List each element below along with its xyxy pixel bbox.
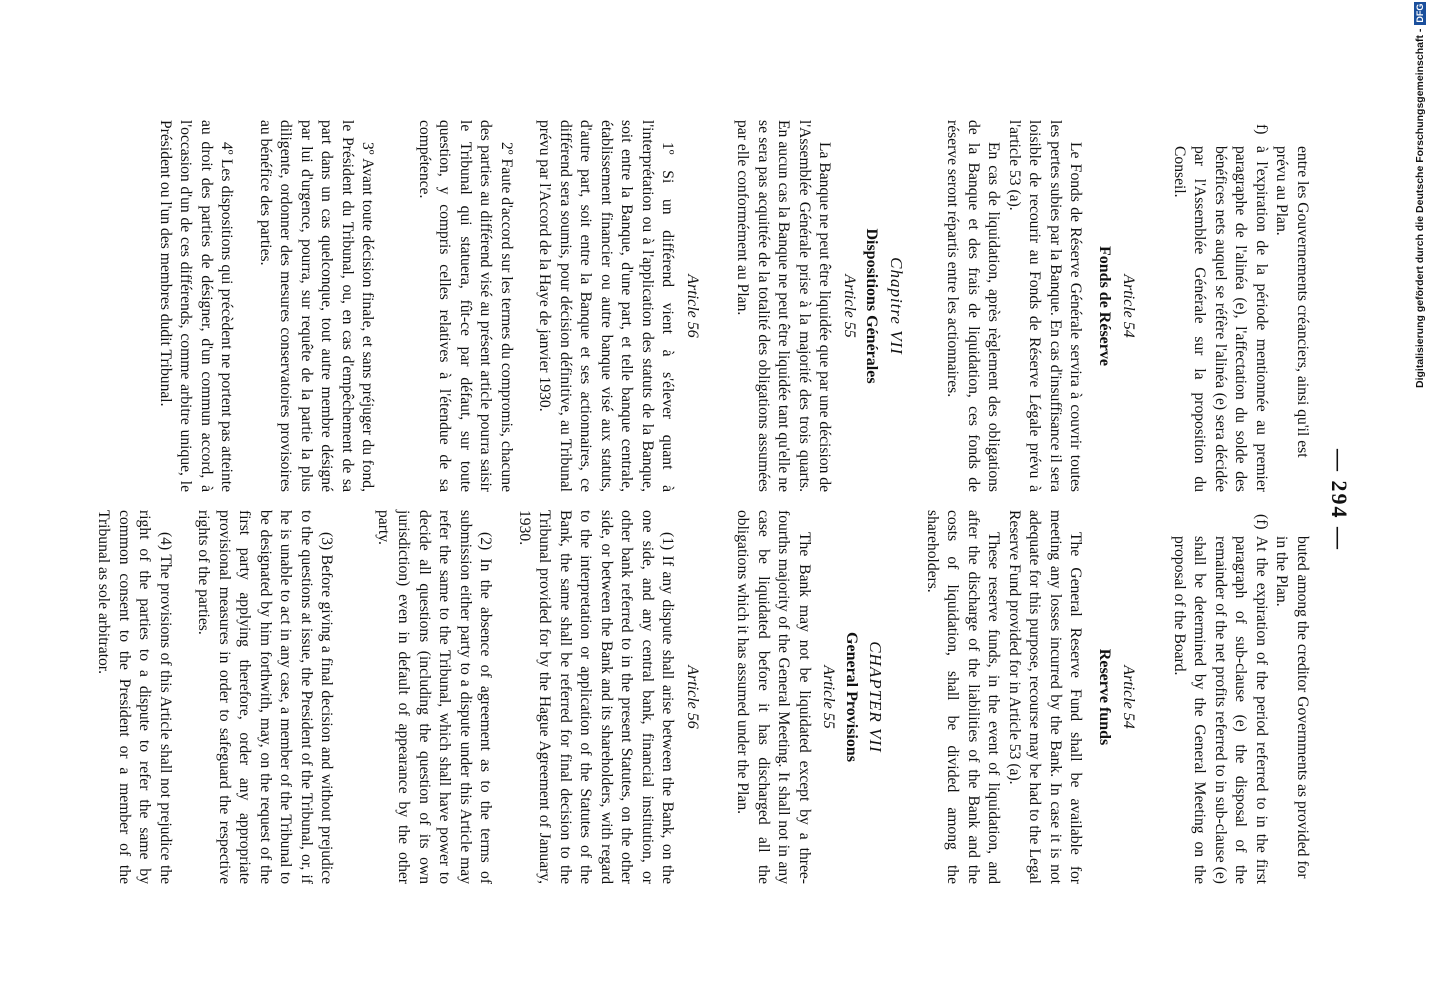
digitization-credit xyxy=(1412,3,1428,388)
clause-text: At the expiration of the period referred to in the first paragraph of sub-clause (e) the disposal of the remainder of the net profits referred to in sub-clause (e) shall be determined by the General Meeting on the proposal of the Board. xyxy=(1171,536,1270,884)
english-clause-f xyxy=(1169,510,1272,884)
english-article-56-paragraph: (2) In the absence of agreement as to the terms of submission either party to a dispute under this Article may refer the same to the Tribunal, which shall have power to decide all questions (including the question of its own jurisdiction) even in default of appearance by the other party. xyxy=(375,510,495,884)
french-article-56-paragraph: 4º Les dispositions qui précèdent ne portent pas atteinte au droit des parties de désigner, d'un commun accord, à l'occasion d'un de ces différends, comme arbitre unique, le Président ou l'un des membres dudit Tribunal. xyxy=(157,120,236,492)
french-chapter-heading: Dispositions Générales xyxy=(863,228,881,384)
english-article-54-paragraph: These reserve funds, in the event of liquidation, and after the discharge of the liabilities of the Bank and the costs of liquidation, shall be divided among the shareholders. xyxy=(924,510,1003,884)
english-article-55-paragraph: The Bank may not be liquidated except by a three-fourths majority of the General Meeting. It shall not in any case be liquidated before it has discharged all the obligations which it has assumed under the Plan. xyxy=(734,510,813,884)
french-chapter-title: Chapitre VII xyxy=(887,257,906,355)
english-continuation: buted among the creditor Governments as provided for in the Plan. xyxy=(1273,536,1311,879)
french-article-54-title: Article 54 xyxy=(1120,274,1138,338)
english-article-56-paragraph: (4) The provisions of this Article shall not prejudice the right of the parties to a dispute to refer the same by common consent to the President or a member of the Tribunal as sole arbitrator. xyxy=(95,510,174,884)
french-article-56-paragraph: 2º Faute d'accord sur les termes du compromis, chacune des parties au différend visé au présent article pourra saisir le Tribunal qui statuera, fût-ce par défaut, sur toute question, y compris celles relatives à l'étendue de sa compétence. xyxy=(416,120,515,492)
clause-text: à l'expiration de la période mentionnée au premier paragraphe de l'alinéa (e), l'affectation du solde des bénéfices nets auquel se réfère l'alinéa (e) sera décidée par l'Assemblée Générale sur la proposition du Conseil. xyxy=(1171,146,1270,492)
dfg-logo: DFG xyxy=(1415,3,1425,23)
clause-marker: f) xyxy=(1253,124,1270,135)
french-article-54-paragraph: En cas de liquidation, après règlement des obligations de la Banque et des frais de liquidation, ces fonds de réserve seront répartis entre les actionnaires. xyxy=(944,120,1003,492)
french-clause-f xyxy=(1169,120,1272,492)
french-article-56-title: Article 56 xyxy=(684,274,701,338)
french-column xyxy=(155,120,1313,492)
english-chapter-title: CHAPTER VII xyxy=(866,641,886,753)
english-article-54-heading: Reserve funds xyxy=(1096,648,1113,746)
english-chapter-heading: General Provisions xyxy=(843,632,860,762)
french-article-55-title: Article 55 xyxy=(841,274,858,338)
english-article-54-title: Article 54 xyxy=(1120,665,1138,729)
french-article-56-paragraph: 3º Avant toute décision finale, et sans préjuger du fond, le Président du Tribunal, ou, en cas d'empêchement de sa part dans un cas quelconque, tout autre membre désigné par lui d'urgence, pourra, sur requête de la partie la plus diligente, ordonner des mesures conservatoires provisoires au bénéfice des parties. xyxy=(257,120,377,492)
french-article-55-paragraph: La Banque ne peut être liquidée que par une décision de l'Assemblée Générale prise à la majorité des trois quarts. En aucun cas la Banque ne peut être liquidée tant qu'elle ne se sera pas acquittée de la totalité des obligations assumées par elle conformément au Plan. xyxy=(734,120,834,492)
french-article-54-heading: Fonds de Réserve xyxy=(1096,246,1113,366)
french-continuation: entre les Gouvernements créanciers, ainsi qu'il est prévu au Plan. xyxy=(1273,146,1311,458)
page-number: — 294 — xyxy=(1327,449,1352,551)
clause-marker: (f) xyxy=(1253,514,1270,530)
english-article-55-title: Article 55 xyxy=(820,665,838,729)
english-column xyxy=(93,510,1312,884)
french-article-56-paragraph: 1º Si un différend vient à s'élever quant à l'interprétation ou à l'application des statuts de la Banque, soit entre la Banque, d'une part, et telle banque centrale, établissement financier ou autre banque visé aux statuts, d'autre part, soit entre la Banque et ses actionnaires, ce différend sera soumis, pour décision définitive, au Tribunal prévu par l'Accord de la Haye de janvier 1930. xyxy=(536,120,677,492)
credit-text: Digitalisierung gefördert durch die Deutsche Forschungsgemeinschaft - xyxy=(1414,28,1426,388)
english-article-54-paragraph: The General Reserve Fund shall be available for meeting any losses incurred by the Bank. In case it is not adequate for this purpose, recourse may be had to the Legal Reserve Fund provided for in Article 53 (a). xyxy=(1006,510,1085,884)
french-article-54-paragraph: Le Fonds de Réserve Générale servira à couvrir toutes les pertes subies par la Banque. En cas d'insuffisance il sera loisible de recourir au Fonds de Réserve Légale prévu à l'article 53 (a). xyxy=(1006,120,1085,492)
english-article-56-paragraph: (3) Before giving a final decision and without prejudice to the questions at issue, the President of the Tribunal, or, if he is unable to act in any case, a member of the Tribunal to be designated by him forthwith, may, on the request of the first party applying therefore, order any appropriate provisional measures in order to safeguard the respective rights of the parties. xyxy=(195,510,336,884)
english-article-56-title: Article 56 xyxy=(684,665,701,729)
english-article-56-paragraph: (1) If any dispute shall arise between the Bank, on the one side, and any central bank, financial institution, or other bank referred to in the present Statutes, on the other side, or between the Bank and its shareholders, with regard to the interpretation or application of the Statutes of the Bank, the same shall be referred for final decision to the Tribunal provided for by the Hague Agreement of January, 1930. xyxy=(516,510,677,884)
